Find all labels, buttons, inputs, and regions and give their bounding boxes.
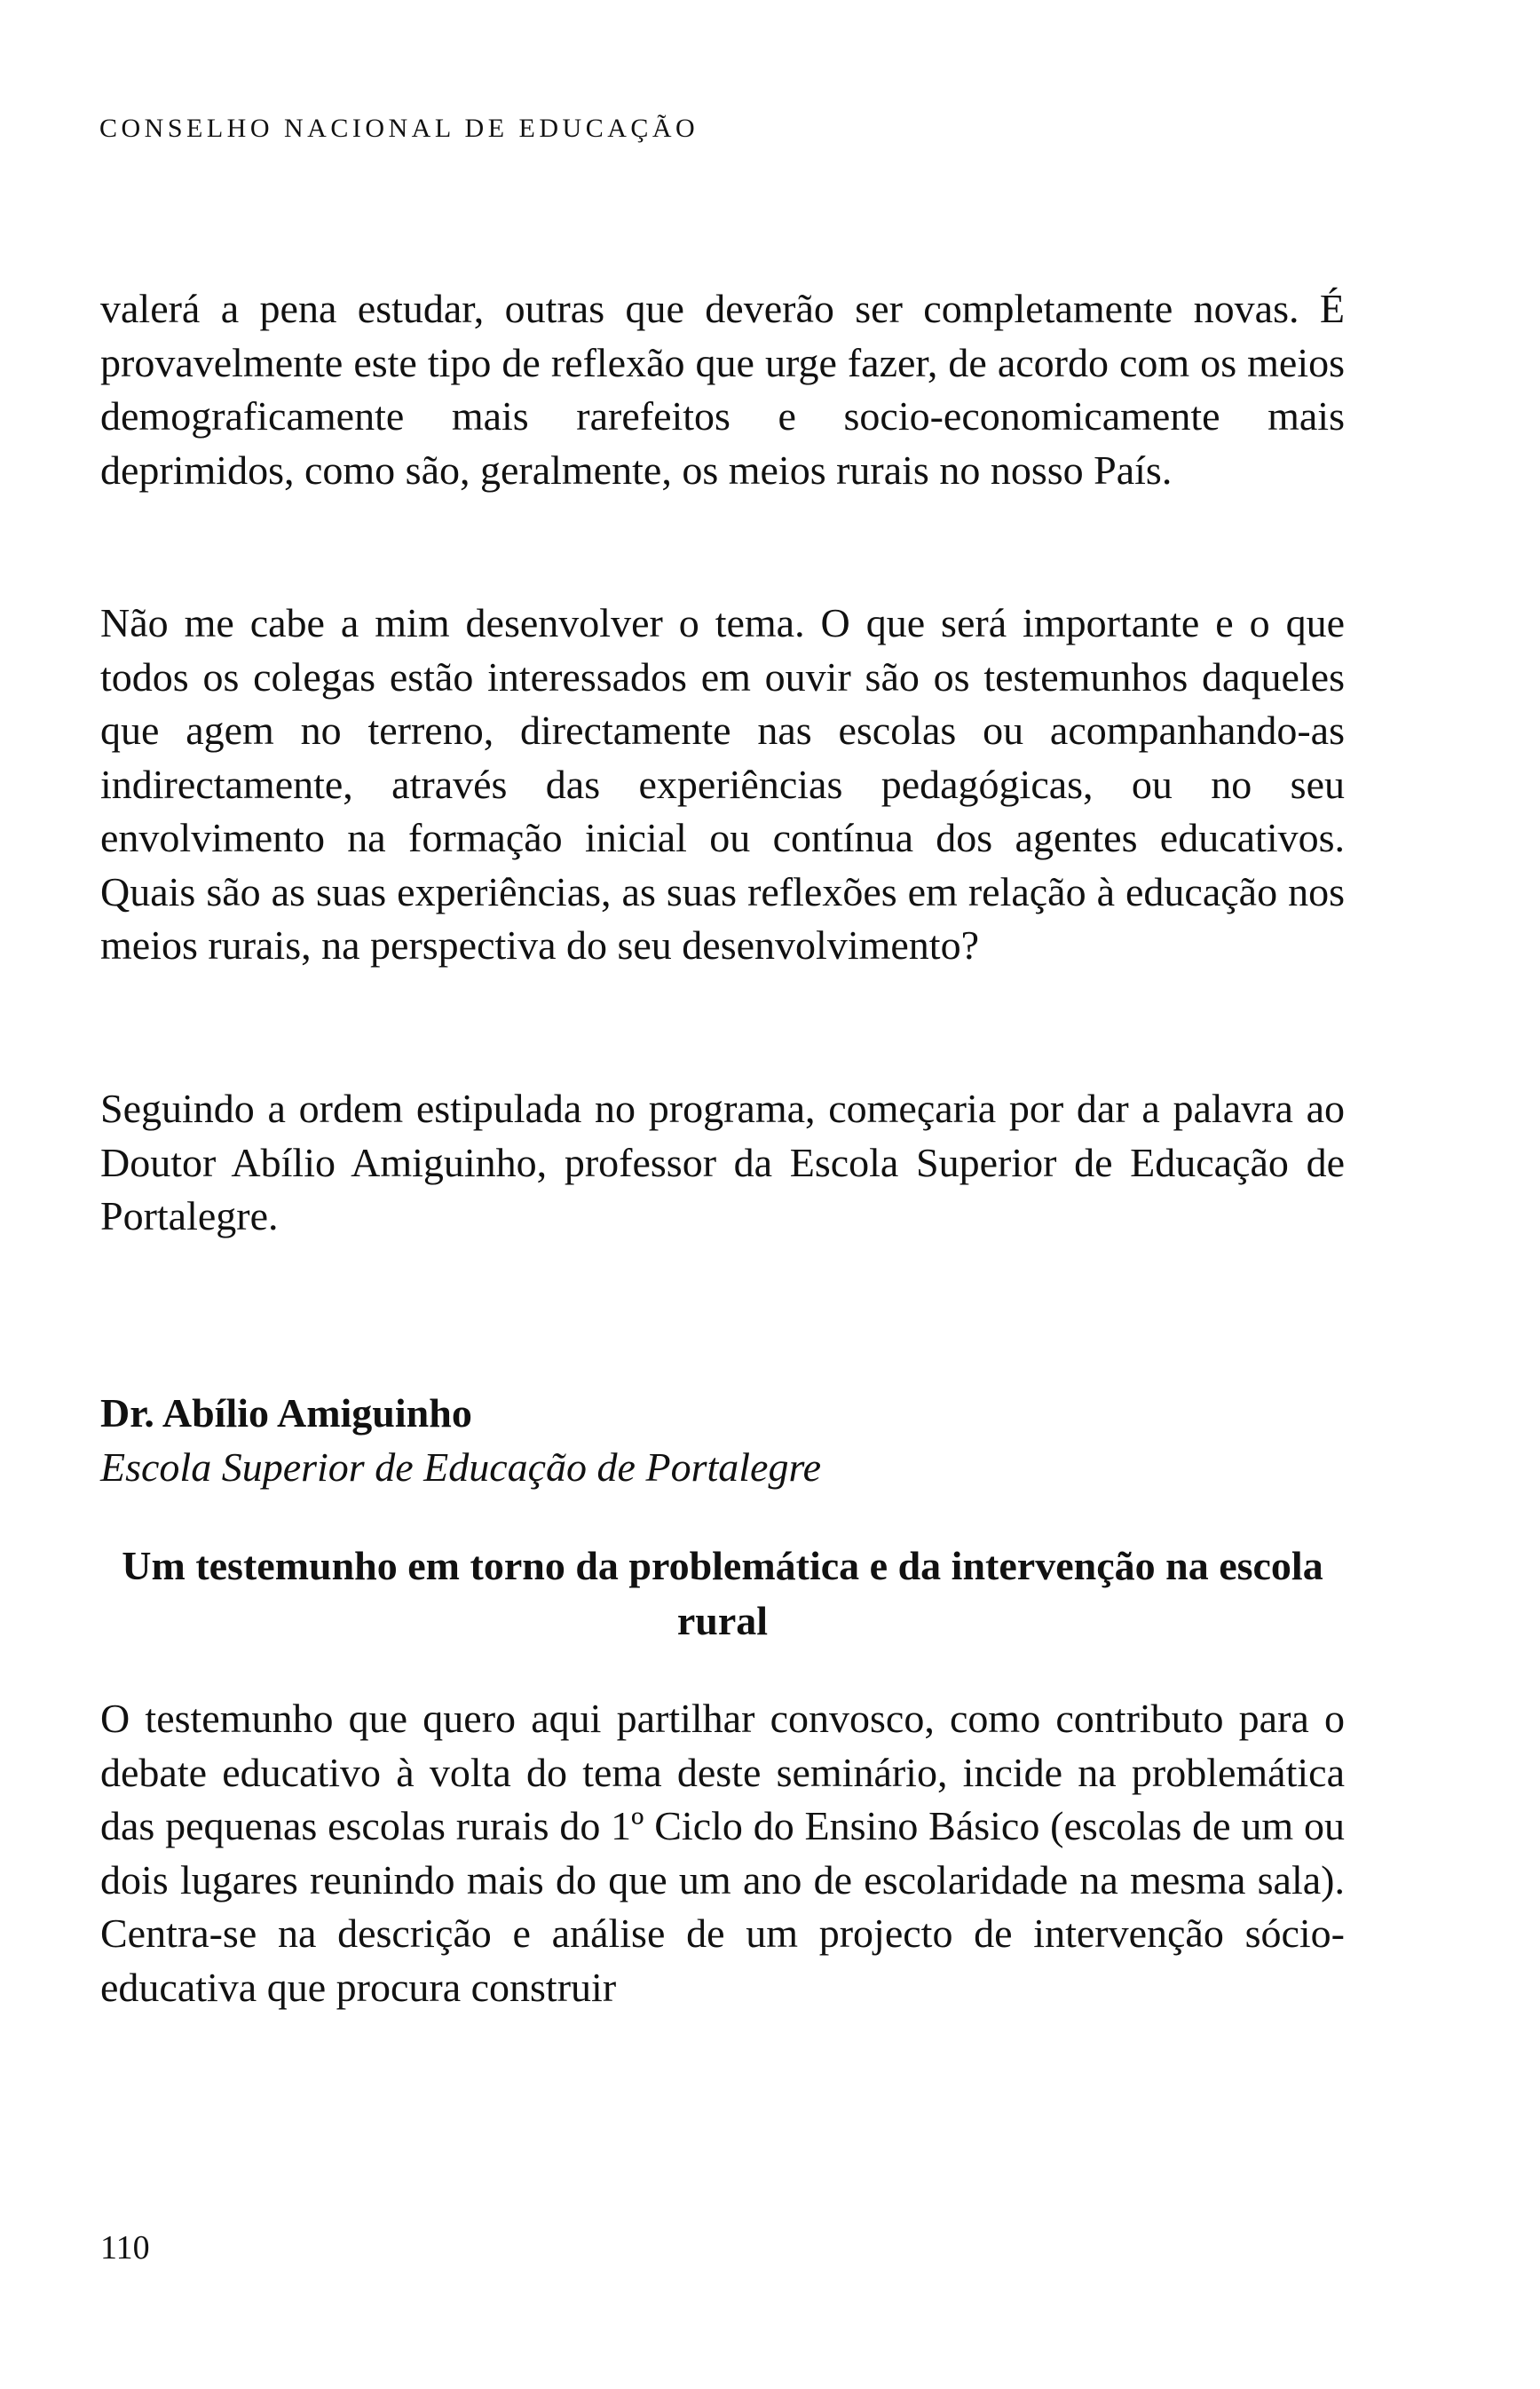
section-paragraph: O testemunho que quero aqui partilhar convosco, como contributo para o debate educativo à volta do tema deste seminário, incide na problemática das pequenas escolas rurais do 1º Ciclo do Ensino Básico (escolas de um ou dois lugares reunindo mais do que um ano de escolaridade na mesma sala). Centra-se na descrição e análise de um projecto de intervenção sócio-educativa que procura construir [100, 1696, 1345, 2010]
author-name: Dr. Abílio Amiguinho [100, 1390, 472, 1436]
author-affiliation: Escola Superior de Educação de Portalegre [100, 1444, 822, 1490]
running-header: CONSELHO NACIONAL DE EDUCAÇÃO [99, 114, 699, 143]
body-paragraph: valerá a pena estudar, outras que deverão ser completamente novas. É provavelmente este tipo de reflexão que urge fazer, de acordo com os meios demograficamente mais rarefeitos e socio-economicamente mais deprimidos, como são, geralmente, os meios rurais no nosso País. [100, 286, 1345, 493]
page-number: 110 [100, 2229, 150, 2266]
body-paragraph: Seguindo a ordem estipulada no programa, começaria por dar a palavra ao Doutor Abílio Amiguinho, professor da Escola Superior de Educação de Portalegre. [100, 1086, 1345, 1238]
section-title: Um testemunho em torno da problemática e da intervenção na escola rural [122, 1543, 1323, 1643]
body-paragraph: Não me cabe a mim desenvolver o tema. O que será importante e o que todos os colegas estão interessados em ouvir são os testemunhos daqueles que agem no terreno, directamente nas escolas ou acompanhando-as indirectamente, através das experiências pedagógicas, ou no seu envolvimento na formação inicial ou contínua dos agentes educativos. Quais são as suas experiências, as suas reflexões em relação à educação nos meios rurais, na perspectiva do seu desenvolvimento? [100, 600, 1345, 968]
